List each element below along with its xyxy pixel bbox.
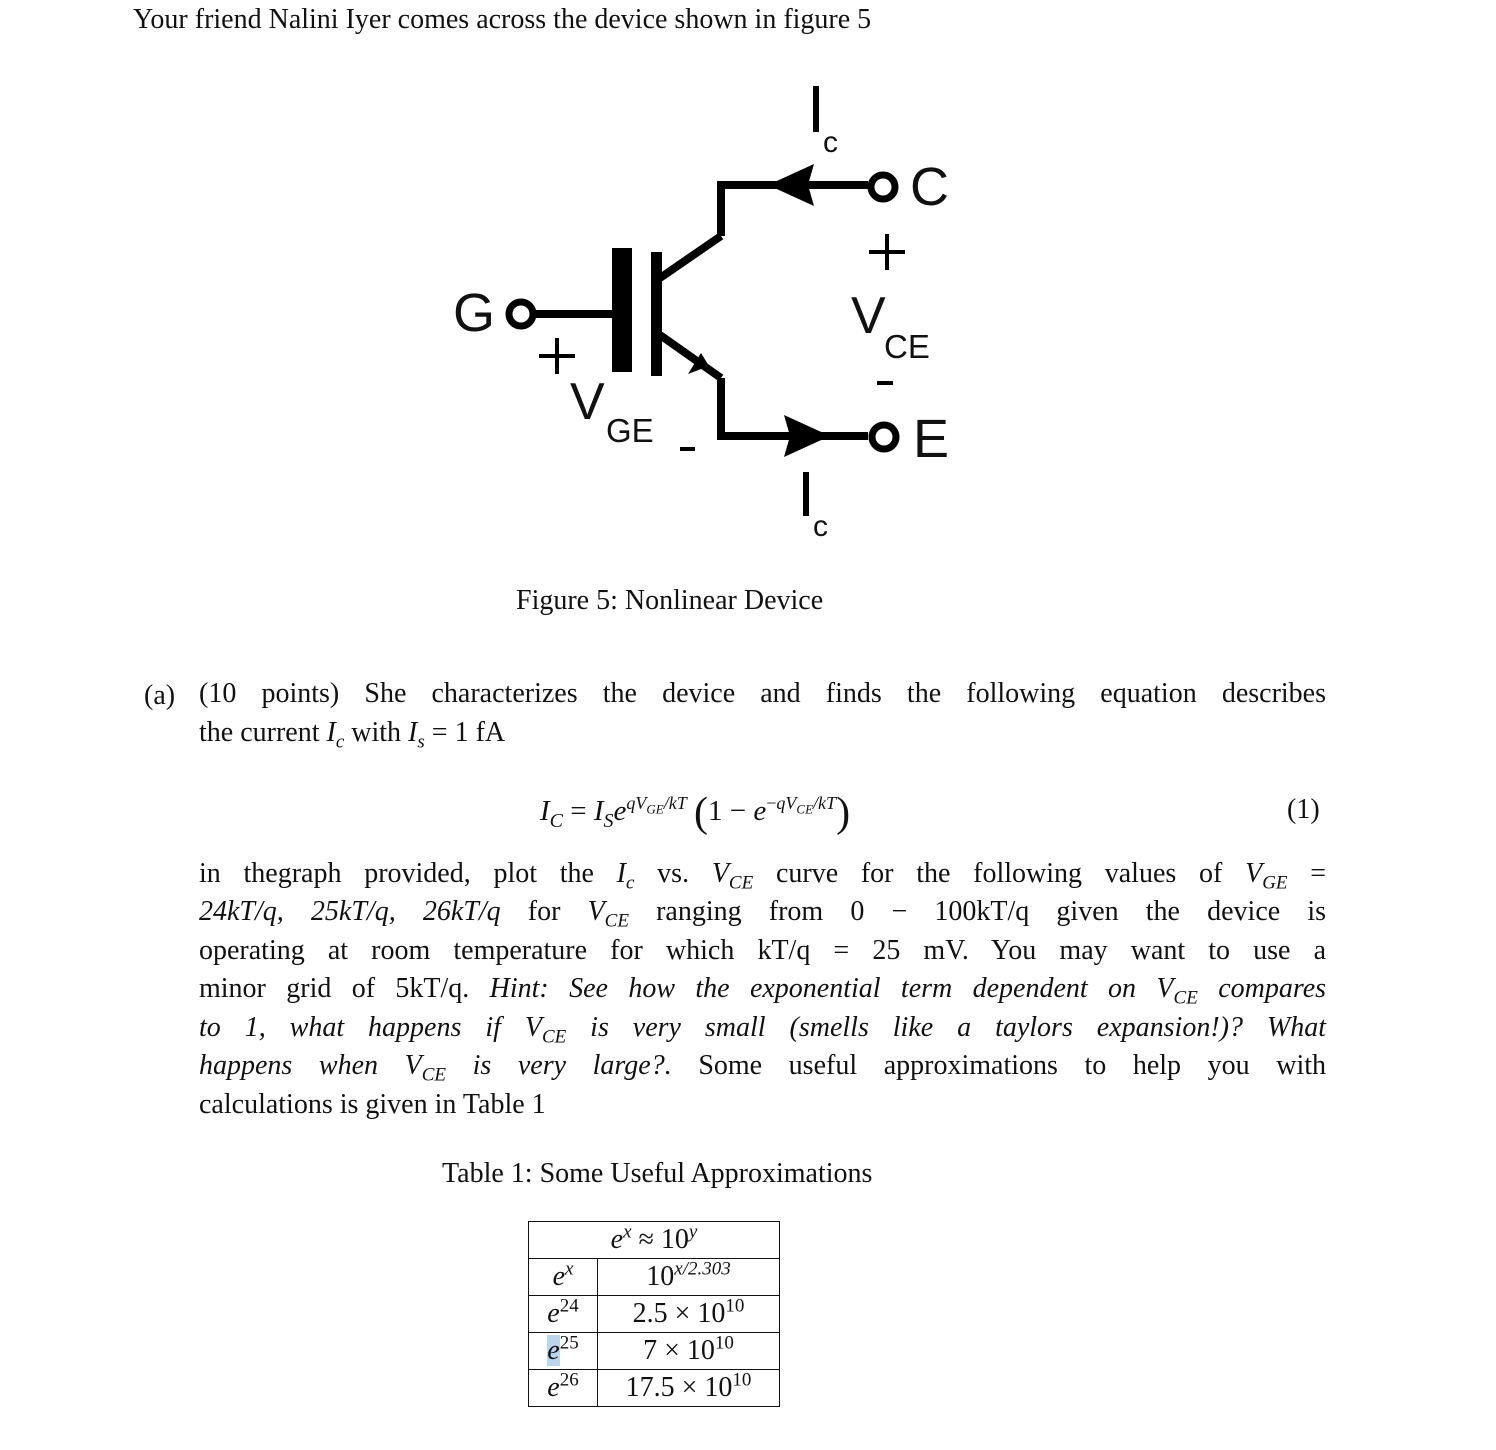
collector-diagonal bbox=[660, 236, 721, 278]
emitter-label: E bbox=[913, 409, 950, 469]
part-a-line-2: the current $I_c$ with $I_s = 1$ fA bbox=[199, 717, 506, 753]
intro-text: Your friend Nalini Iyer comes across the device shown in figure 5 bbox=[133, 4, 872, 35]
cell-exp: 26 bbox=[559, 1369, 579, 1391]
cell-exp: x bbox=[565, 1258, 574, 1280]
instr-line-7 bbox=[199, 1089, 1326, 1125]
vce-v-label: V bbox=[851, 287, 886, 345]
cell-exp: 10 bbox=[732, 1369, 752, 1391]
vce-subscript: CE bbox=[884, 328, 930, 365]
table-row bbox=[529, 1296, 780, 1333]
instr-line-2: 24kT/q, 25kT/q, 26kT/q for $V_{CE}$ ranging from 0 − 100kT/q given the device is bbox=[199, 896, 1326, 932]
cell-exp: 24 bbox=[559, 1295, 579, 1317]
vce-minus bbox=[877, 381, 893, 385]
table-row bbox=[529, 1259, 780, 1296]
hint-text: is very small (smells like a taylors expansion!)? What bbox=[590, 1012, 1327, 1043]
ic-bottom-subscript: c bbox=[813, 510, 828, 543]
text: with bbox=[351, 717, 402, 748]
cell-exp: 25 bbox=[559, 1332, 579, 1354]
hint-text: to 1, what happens if bbox=[199, 1012, 501, 1043]
channel-bar bbox=[651, 252, 662, 376]
cell-exp: 10 bbox=[725, 1295, 745, 1317]
ic-top-bar bbox=[813, 86, 819, 132]
vge-minus bbox=[680, 447, 695, 451]
text: vs. bbox=[657, 858, 690, 889]
cell-base: e bbox=[552, 1261, 565, 1292]
table-caption: Table 1: Some Useful Approximations bbox=[442, 1158, 873, 1189]
ic-bottom-bar bbox=[803, 472, 809, 516]
vge-values: 24kT/q, 25kT/q, 26kT/q bbox=[199, 896, 501, 927]
emitter-terminal bbox=[872, 425, 896, 449]
equation-number: (1) bbox=[1287, 794, 1320, 825]
points: (10 points) bbox=[199, 678, 340, 709]
hint-text: is very large?. bbox=[472, 1050, 672, 1081]
collector-label: C bbox=[910, 157, 949, 217]
text: the current bbox=[199, 717, 320, 748]
hint-text: happens when bbox=[199, 1050, 379, 1081]
hint-text: compares bbox=[1218, 973, 1327, 1004]
cell-exp: x/2.303 bbox=[674, 1258, 731, 1280]
equation-1: $I_C = I_Se^{qV_{GE}/kT}$ $(1 - e^{-qV_{CE}/kT})$ bbox=[540, 790, 851, 836]
cell-exp: 10 bbox=[714, 1332, 734, 1354]
text: ranging from 0 − 100kT/q given the device is bbox=[656, 896, 1326, 927]
vge-plus-v bbox=[555, 338, 559, 374]
text: Some useful approximations to help you with bbox=[698, 1050, 1327, 1081]
emitter-current-arrow bbox=[784, 415, 830, 457]
table-row bbox=[529, 1333, 780, 1370]
cell-base: 17.5 × 10 bbox=[625, 1372, 733, 1403]
table-header: $e^x \approx 10^y$ bbox=[529, 1222, 780, 1259]
hint-text: Hint: See how the exponential term dependent on bbox=[489, 973, 1137, 1004]
instr-line-5: to 1, what happens if $V_{CE}$ is very small (smells like a taylors expansion!)? What bbox=[199, 1012, 1327, 1048]
cell-base-highlighted: e bbox=[547, 1335, 560, 1366]
instr-line-3 bbox=[199, 935, 1326, 971]
cell-base: 10 bbox=[646, 1261, 675, 1292]
gate-plate bbox=[612, 248, 632, 372]
text: curve for the following values of bbox=[775, 858, 1223, 889]
text: operating at room temperature for which kT/q = 25 mV. You may want to use a bbox=[199, 935, 1326, 966]
cell-base: 7 × 10 bbox=[643, 1335, 715, 1366]
cell-base: e bbox=[547, 1372, 560, 1403]
part-a-label: (a) bbox=[144, 680, 176, 711]
table-header-row bbox=[529, 1222, 780, 1259]
text: calculations is given in Table 1 bbox=[199, 1089, 546, 1120]
gate-label: G bbox=[453, 283, 496, 343]
instr-line-4: minor grid of 5kT/q. Hint: See how the exponential term dependent on $V_{CE}$ compares bbox=[199, 973, 1327, 1009]
instr-line-6: happens when $V_{CE}$ is very large?. Some useful approximations to help you with bbox=[199, 1050, 1327, 1086]
figure-caption: Figure 5: Nonlinear Device bbox=[516, 585, 824, 616]
part-a-line-1 bbox=[199, 678, 1326, 714]
vce-plus-v bbox=[885, 234, 889, 270]
text: in thegraph provided, plot the bbox=[199, 858, 594, 889]
collector-terminal bbox=[871, 175, 895, 199]
gate-terminal bbox=[509, 302, 533, 326]
part-a-text-1: She characterizes the device and finds the following equation describes bbox=[364, 678, 1327, 709]
approximations-table bbox=[528, 1221, 780, 1407]
text: for bbox=[527, 896, 561, 927]
instr-line-1: in thegraph provided, plot the $I_c$ vs. $V_{CE}$ curve for the following values of $V_{GE}$ = bbox=[199, 858, 1327, 894]
vge-v-label: V bbox=[570, 373, 605, 431]
vge-subscript: GE bbox=[606, 412, 654, 449]
cell-base: e bbox=[547, 1298, 560, 1329]
cell-base: 2.5 × 10 bbox=[632, 1298, 726, 1329]
table-row bbox=[529, 1370, 780, 1407]
ic-top-subscript: c bbox=[823, 126, 838, 159]
collector-current-arrow bbox=[768, 164, 814, 206]
igbt-circuit-diagram bbox=[0, 0, 1496, 560]
text: = 1 fA bbox=[431, 717, 506, 748]
text: minor grid of 5kT/q. bbox=[199, 973, 470, 1004]
